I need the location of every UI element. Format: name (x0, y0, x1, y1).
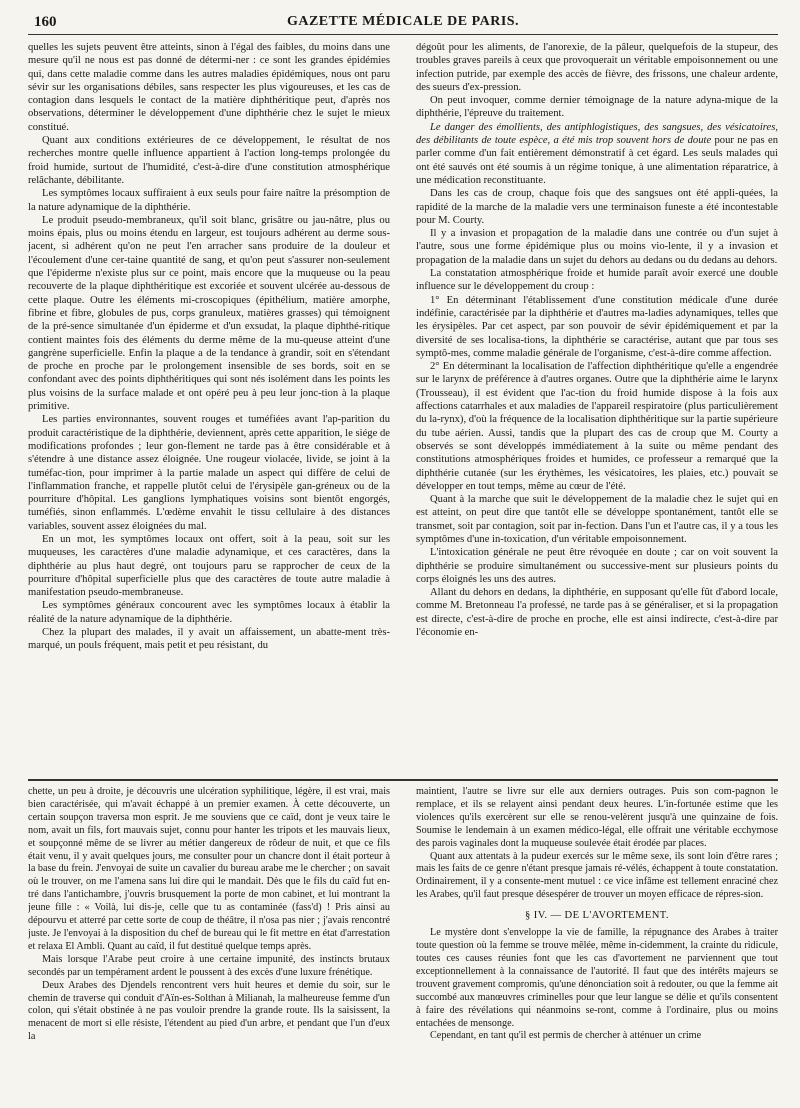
paragraph: Quant aux conditions extérieures de ce développement, le résultat de nos recherches montre quelle influence appartient à l'action long-temps prolongée du froid humide, surtout de l'humidité, c'est-à-dire d'une constitution atmosphérique relâchante, débilitante. (28, 135, 390, 186)
section-heading: § IV. — DE L'AVORTEMENT. (525, 910, 669, 922)
page-number: 160 (34, 14, 57, 30)
top-left-column (28, 41, 390, 773)
paragraph: 1° En déterminant l'établissement d'une constitution médicale d'une durée indéfinie, caractérisée par la diphthérie et d'autres ma-ladies adynamiques, telles que les érysipèles. Par cet aspect, par son pouvoir de sévir épidémiquement et par la diversité de ses localisa-tions, la diphthérie se caractérise, autant que par tous ses symptô-mes, comme maladie générale de l'organisme, c'est-à-dire comme affection. (416, 294, 778, 359)
paragraph: maintient, l'autre se livre sur elle aux derniers outrages. Puis son com-pagnon le remplace, et ils se relayent ainsi pendant deux heures. L'in-fortunée estime que les violences qu'ils exercèrent sur elle se renou-velèrent jusqu'à une quinzaine de fois. Soumise le lendemain à un examen médico-légal, elle offrait une véritable ecchymose des parois vaginales dont la muqueuse soulevée était érodée par places. (416, 786, 778, 849)
section-divider (28, 779, 778, 781)
bottom-left-column (28, 786, 390, 1108)
paragraph: Il y a invasion et propagation de la maladie dans une contrée ou d'un sujet à l'autre, sous une forme épidémique plus ou moins vio-lente, il y a invasion et propagation de la maladie dans un sujet du dehors au dedans ou du dedans au dehors. (416, 228, 778, 266)
paragraph: dégoût pour les aliments, de l'anorexie, de la pâleur, quelquefois de la stupeur, des troubles graves pareils à ceux que provoquerait un véritable empoisonnement ou une infection putride, par exemple des accès de fièvre, des frissons, une chaleur ardente, des sueurs d'ex-pression. (416, 42, 778, 93)
paragraph: Deux Arabes des Djendels rencontrent vers huit heures et demie du soir, sur le chemin de traverse qui conduit d'Aïn-es-Solthan à Milianah, la malheureuse femme d'un colon, qui s'était obstinée à ne pas vouloir prendre la grande route. Ils la saisissent, la menacent de mort si elle résiste, l'étendent au pied d'un arbre, et pendant que l'un d'eux la (28, 979, 390, 1043)
top-right-column (416, 41, 778, 773)
top-section (28, 41, 778, 773)
paragraph: 2° En déterminant la localisation de l'affection diphthéritique qu'elle a engendrée sur le larynx de préférence à d'autres organes. Outre que la diphthérie aime le larynx (Trousseau), il est évident que l'ac-tion du froid humide dispose à la fois aux affections catarrhales et aux maladies de l'appareil respiratoire (plus particulièrement du la-rynx), d'où la fréquence de la localisation diphthéritique sur la partie supérieure du tube aérien. Aussi, tandis que la plupart des cas de croup que M. Courty a observés se sont développés immédiatement à la suite ou même pendant des constitutions atmosphériques froides et humides, ce professeur a remarqué que la diphthérie cutanée (sur les érythèmes, les vésicatoires, les plaies, etc.) pouvait se développer en tout temps, même au cœur de l'été. (416, 361, 778, 492)
paragraph: On peut invoquer, comme dernier témoignage de la nature adyna-mique de la diphthérie, l'épreuve du traitement. (416, 95, 778, 120)
paragraph-continuation: pour ne pas en parler comme d'un fait entièrement démonstratif à cet égard. Les seuls malades qui ont été sauvés ont été soumis à un régime tonique, à une alimentation réparatrice, à une médication reconstituante. (416, 135, 778, 186)
bottom-right-column (416, 786, 778, 1108)
paragraph: Mais lorsque l'Arabe peut croire à une certaine impunité, des instincts brutaux secondés par un tempérament ardent le poussent à des excès d'une luxure frénétique. (28, 953, 390, 978)
paragraph: Les parties environnantes, souvent rouges et tuméfiées avant l'ap-parition du produit caractéristique de la diphthérie, deviennent, après cette apparition, le siége de modifications profondes ; leur gon-flement ne tarde pas à être considérable et à s'étendre à une distance assez éloignée. Une rougeur violacée, livide, se joint à la tuméfac-tion, pour imprimer à la partie malade un aspect qui diffère de celui de l'inflammation franche, et rappelle plutôt celui de l'érysipèle gan-gréneux ou de la pourriture d'hôpital. Les ganglions lymphatiques voisins sont bientôt engorgés, tuméfiés, sinon enflammés. L'œdème envahit le tissu cellulaire à des distances variables, souvent assez éloignées du mal. (28, 414, 390, 532)
paragraph: Quant à la marche que suit le développement de la maladie chez le sujet qui en est atteint, on peut dire que tantôt elle se développe spontanément, tantôt elle se transmet, soit par contagion, soit par in-fection. Dans l'un et l'autre cas, il y a tous les symptômes d'une in-toxication, d'un véritable empoisonnement. (416, 494, 778, 545)
paragraph: Le mystère dont s'enveloppe la vie de famille, la répugnance des Arabes à traiter toute question où la femme se trouve mêlée, même in-cidemment, la crainte du ridicule, toutes ces causes réunies font que les cas d'avortement ne parviennent que tout exceptionnellement à la connaissance de l'autorité. Il faut que des intérêts majeurs se trouvent gravement compromis, qu'une dénonciation soit à redouter, ou que la femme ait succombé aux manœuvres criminelles pour que leur langue se délie et qu'ils consentent à faire des révélations qui néanmoins se-ront, comme à l'ordinaire, plus ou moins entachées de mensonge. (416, 927, 778, 1029)
paragraph: quelles les sujets peuvent être atteints, sinon à l'égal des faibles, du moins dans une mesure qu'il ne nous est pas donné de détermi-ner : ce sont les grandes épidémies qui, dans cette maladie comme dans les autres maladies épidémiques, nous ont paru sévir sur les organisations débiles, sans respecter les plus vigoureuses, et les cas de contagion dans lesquels le contact de la matière diphthéritique peut, d'après nos observations, déterminer le développement d'une diphthérie chez le sujet le mieux constitué. (28, 42, 390, 133)
bottom-section (28, 786, 778, 1108)
paragraph: Le produit pseudo-membraneux, qu'il soit blanc, grisâtre ou jau-nâtre, plus ou moins épais, plus ou moins étendu en largeur, est toujours adhérent au derme sous-jacent, si adhérent qu'on ne peut l'en arracher sans produire de la douleur et l'écoulement d'une cer-taine quantité de sang, et qu'on peut s'assurer non-seulement que l'épiderme n'existe plus sur ce point, mais encore que la muqueuse ou la peau recouverte de la plaque diphthéritique est excoriée et souvent ulcérée au-dessous de cette plaque. Outre les éléments mi-croscopiques (épithélium, matière amorphe, fibrine et fibre, globules de pus, corps granuleux, matières grasses) qui témoignent de la pré-sence simultanée d'un épiderme et d'un exsudat, la plaque diphthé-ritique contient maintes fois des éléments du derme même de la mu-queuse atteint d'une gangrène superficielle. Enfin la plaque a de la tendance à grandir, soit en s'étendant de proche en proche par le prolongement insensible de ses bords, soit en se confondant avec des points diphthéritiques qui sont nés isolément dans les points les plus voisins de la surface malade et ont opéré peu à peu leur jonc-tion à la plaque primitive. (28, 214, 390, 413)
page-header (28, 12, 778, 35)
italic-emphasis: Le danger des émollients, des antiphlogistiques, des sangsues, des vésicatoires, des débilitants de toute espèce, a été mis trop souvent hors de doute (416, 121, 778, 147)
paragraph: La constatation atmosphérique froide et humide paraît avoir exercé une double influence sur le développement du croup : (416, 268, 778, 293)
paragraph: Allant du dehors en dedans, la diphthérie, en supposant qu'elle fût d'abord locale, comme M. Bretonneau l'a professé, ne tarde pas à se généraliser, et si la propagation est directe, c'est-à-dire de proche en proche, elle est ainsi indirecte, c'est-à-dire par l'économie en- (416, 587, 778, 639)
paragraph: Cependant, en tant qu'il est permis de chercher à atténuer un crime (430, 1030, 702, 1042)
journal-title: GAZETTE MÉDICALE DE PARIS. (286, 14, 520, 29)
paragraph: Les symptômes généraux concourent avec les symptômes locaux à établir la réalité de la nature adynamique de la diphthérie. (28, 600, 390, 625)
paragraph: chette, un peu à droite, je découvris une ulcération syphilitique, légère, il est vrai, mais bien caractérisée, qui m'avait échappé à un premier examen. À cette découverte, un certain soupçon traversa mon esprit. Je me souviens que ce caïd, dont je veux taire le nom, avait un fils, fort mauvais sujet, connu pour hanter les tripots et les mauvais lieux, et soupçonné même de se livrer au métier dangereux de rôdeur de nuit, et que ce fils était venu, il y avait quelques jours, me consulter pour un chancre dont il était porteur à la base du frein. J'envoyai de suite un cavalier du bureau arabe me le chercher ; on savait où le trouver, on me l'amena sans lui dire qui le mandait. Dès que le fils du caïd fut en-tré dans l'antichambre, j'ouvris brusquement la porte de mon cabinet, et lui montrant la jeune fille : « Voilà, lui dis-je, celle que tu as contaminée (fass'd) ! Pris ainsi au dépourvu et atterré par cette sorte de coup de théâtre, il n'osa pas nier ; j'avais rencontré juste. Je l'envoyai à la disposition du chef de bureau qui le fit mettre en état d'arrestation et relaxa El Ambli. Quant au caïd, il fut destitué quelque temps après. (28, 786, 390, 952)
paragraph: Dans les cas de croup, chaque fois que des sangsues ont été appli-quées, la rapidité de la marche de la maladie vers une terminaison funeste a été incontestable pour M. Courty. (416, 188, 778, 226)
paragraph: L'intoxication générale ne peut être révoquée en doute ; car on voit souvent la diphthérie se produire simultanément ou successive-ment sur plusieurs points du corps éloignés les uns des autres. (416, 547, 778, 585)
paragraph: En un mot, les symptômes locaux ont offert, soit à la peau, soit sur les muqueuses, les caractères d'une maladie adynamique, et ces caractères, dans la diphthérie au plus haut degré, ont toujours paru se rapprocher de ceux de la pourriture d'hôpital superficielle plus que des caractères de toute autre maladie à manifestation pseudo-membraneuse. (28, 533, 390, 599)
paragraph: Chez la plupart des malades, il y avait un affaissement, un abatte-ment très-marqué, un pouls fréquent, mais petit et peu résistant, du (28, 627, 390, 652)
paragraph: Les symptômes locaux suffiraient à eux seuls pour faire naître la présomption de la nature adynamique de la diphthérie. (28, 188, 390, 213)
paragraph-treatment (416, 121, 778, 187)
paragraph: Quant aux attentats à la pudeur exercés sur le même sexe, ils sont loin d'être rares ; mais les faits de ce genre n'étant presque jamais ré-vélés, échappent à toute constatation. Ordinairement, il y a consente-ment mutuel : ce vice infâme est tellement enraciné chez les Arabes, qu'il faut presque désespérer de trouver un moyen efficace de répres-sion. (416, 850, 778, 901)
